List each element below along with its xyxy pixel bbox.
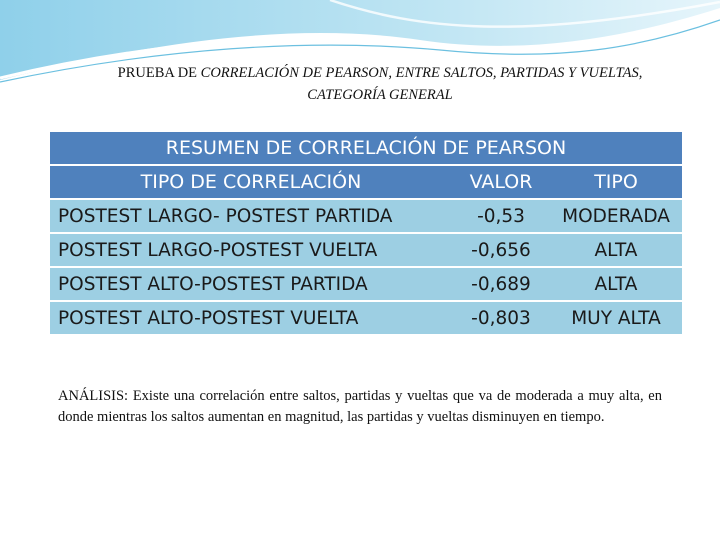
cell-level: MODERADA: [550, 199, 682, 233]
cell-value: -0,656: [452, 233, 550, 267]
cell-correlation-type: POSTEST ALTO-POSTEST PARTIDA: [50, 267, 452, 301]
cell-value: -0,53: [452, 199, 550, 233]
header-level: TIPO: [550, 165, 682, 199]
table-row: [50, 267, 682, 301]
cell-correlation-type: POSTEST ALTO-POSTEST VUELTA: [50, 301, 452, 334]
table-caption: RESUMEN DE CORRELACIÓN DE PEARSON: [50, 132, 682, 165]
header-value: VALOR: [452, 165, 550, 199]
table-row: [50, 199, 682, 233]
cell-value: -0,689: [452, 267, 550, 301]
slide-title: [80, 62, 680, 106]
cell-correlation-type: POSTEST LARGO- POSTEST PARTIDA: [50, 199, 452, 233]
cell-value: -0,803: [452, 301, 550, 334]
header-correlation-type: TIPO DE CORRELACIÓN: [50, 165, 452, 199]
cell-correlation-type: POSTEST LARGO-POSTEST VUELTA: [50, 233, 452, 267]
slide-title-prefix: PRUEBA DE: [117, 65, 201, 81]
slide-title-italic: CORRELACIÓN DE PEARSON, ENTRE SALTOS, PARTIDAS Y VUELTAS, CATEGORÍA GENERAL: [200, 65, 643, 103]
pearson-summary-table: [50, 132, 682, 334]
table-row: [50, 233, 682, 267]
cell-level: MUY ALTA: [550, 301, 682, 334]
analysis-paragraph: ANÁLISIS: Existe una correlación entre saltos, partidas y vueltas que va de moderada a muy alta, en donde mientras los saltos aumentan en magnitud, las partidas y vueltas disminuyen en tiempo.: [58, 388, 662, 425]
cell-level: ALTA: [550, 233, 682, 267]
table-row: [50, 301, 682, 334]
cell-level: ALTA: [550, 267, 682, 301]
